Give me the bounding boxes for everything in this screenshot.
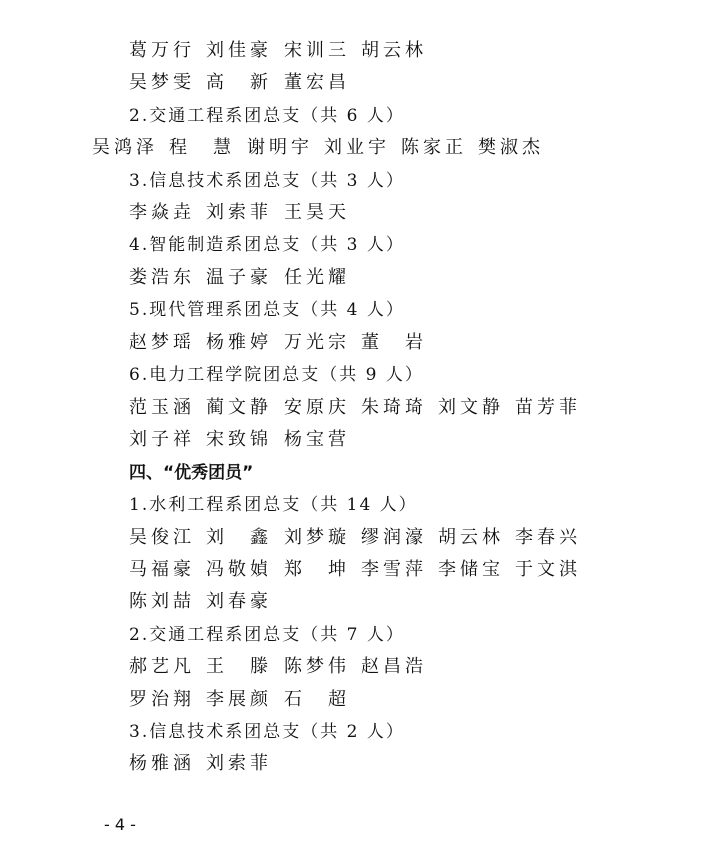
name-row (129, 267, 699, 289)
name-row (92, 137, 699, 159)
member-name: 刘春豪 (206, 591, 272, 612)
name-row (129, 397, 699, 419)
member-name: 赵昌浩 (361, 656, 427, 677)
member-name: 任光耀 (284, 267, 350, 288)
member-name: 万光宗 (284, 332, 350, 353)
member-name: 罗治翔 (129, 689, 195, 710)
member-name: 范玉涵 (129, 397, 195, 418)
name-row (129, 656, 699, 678)
member-name: 宋训三 (284, 40, 350, 61)
name-row (129, 72, 699, 94)
member-name: 程 慧 (169, 137, 235, 158)
member-name: 李雪萍 (361, 559, 427, 580)
member-name: 董 岩 (361, 332, 427, 353)
member-name: 李展颜 (206, 689, 272, 710)
branch-heading: 2.交通工程系团总支（共 7 人） (129, 625, 405, 645)
member-name: 刘佳豪 (206, 40, 272, 61)
name-row (129, 591, 699, 613)
branch-heading: 5.现代管理系团总支（共 4 人） (129, 300, 405, 320)
member-name: 王 滕 (206, 656, 272, 677)
member-name: 李储宝 (438, 559, 504, 580)
member-name: 安原庆 (284, 397, 350, 418)
member-name: 刘梦璇 (284, 527, 350, 548)
member-name: 刘索菲 (206, 753, 272, 774)
member-name: 石 超 (284, 689, 350, 710)
member-name: 缪润濠 (361, 527, 427, 548)
member-name: 温子豪 (206, 267, 272, 288)
member-name: 李春兴 (515, 527, 581, 548)
name-row (129, 429, 699, 451)
member-name: 刘子祥 (129, 429, 195, 450)
member-name: 杨雅涵 (129, 753, 195, 774)
member-name: 樊淑杰 (478, 137, 544, 158)
member-name: 蔺文静 (206, 397, 272, 418)
branch-heading: 2.交通工程系团总支（共 6 人） (129, 106, 405, 126)
member-name: 赵梦瑶 (129, 332, 195, 353)
name-row (129, 527, 699, 549)
member-name: 娄浩东 (129, 267, 195, 288)
member-name: 谢明宇 (247, 137, 313, 158)
branch-heading: 4.智能制造系团总支（共 3 人） (129, 235, 405, 255)
member-name: 苗芳菲 (515, 397, 581, 418)
member-name: 高 新 (206, 72, 272, 93)
member-name: 刘业宇 (324, 137, 390, 158)
name-row (129, 332, 699, 354)
member-name: 董宏昌 (284, 72, 350, 93)
name-row (129, 689, 699, 711)
member-name: 马福豪 (129, 559, 195, 580)
name-row (129, 202, 699, 224)
member-name: 于文淇 (515, 559, 581, 580)
member-name: 吴梦雯 (129, 72, 195, 93)
member-name: 刘 鑫 (206, 527, 272, 548)
branch-heading: 6.电力工程学院团总支（共 9 人） (129, 365, 424, 385)
member-name: 葛万行 (129, 40, 195, 61)
member-name: 李焱垚 (129, 202, 195, 223)
name-row (129, 559, 699, 581)
section-title: 四、“优秀团员” (129, 463, 254, 483)
member-name: 刘文静 (438, 397, 504, 418)
member-name: 陈梦伟 (284, 656, 350, 677)
member-name: 吴鸿泽 (92, 137, 158, 158)
branch-heading: 1.水利工程系团总支（共 14 人） (129, 495, 418, 515)
member-name: 杨宝营 (284, 429, 350, 450)
name-row (129, 40, 699, 62)
member-name: 朱琦琦 (361, 397, 427, 418)
member-name: 吴俊江 (129, 527, 195, 548)
branch-heading: 3.信息技术系团总支（共 2 人） (129, 722, 405, 742)
member-name: 冯敬媜 (206, 559, 272, 580)
page-number: - 4 - (104, 815, 136, 834)
member-name: 陈刘喆 (129, 591, 195, 612)
member-name: 刘索菲 (206, 202, 272, 223)
name-row (129, 753, 699, 775)
member-name: 郝艺凡 (129, 656, 195, 677)
member-name: 陈家正 (401, 137, 467, 158)
branch-heading: 3.信息技术系团总支（共 3 人） (129, 171, 405, 191)
member-name: 宋致锦 (206, 429, 272, 450)
member-name: 王昊天 (284, 202, 350, 223)
member-name: 杨雅婷 (206, 332, 272, 353)
member-name: 胡云林 (361, 40, 427, 61)
member-name: 郑 坤 (284, 559, 350, 580)
member-name: 胡云林 (438, 527, 504, 548)
